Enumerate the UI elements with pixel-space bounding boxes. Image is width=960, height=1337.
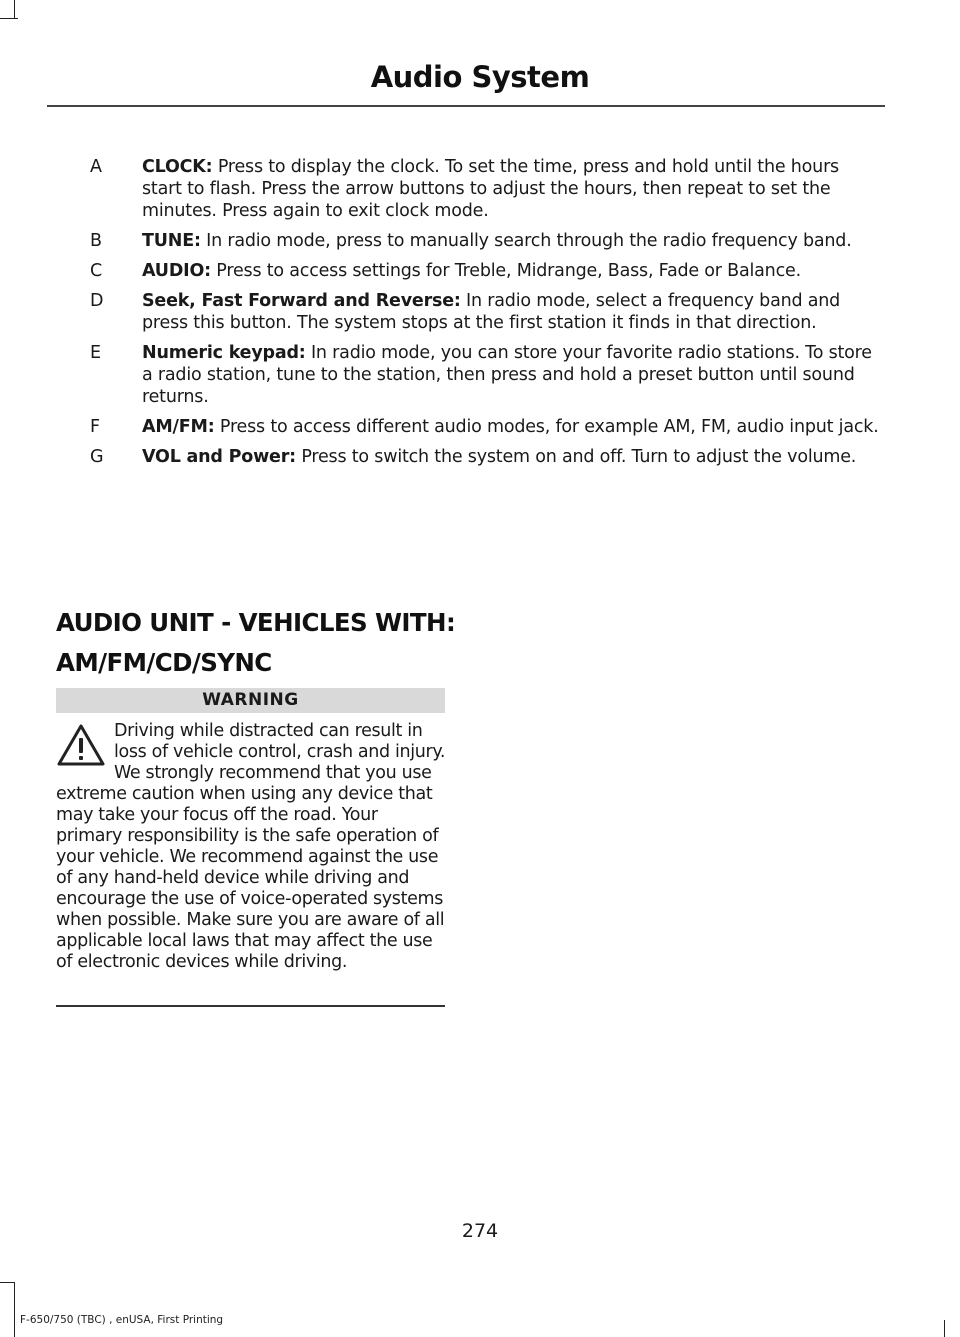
definition-text bbox=[142, 416, 884, 438]
definition-term: Numeric keypad: bbox=[142, 343, 306, 363]
crop-mark-top-left bbox=[14, 0, 15, 18]
definition-item bbox=[84, 446, 884, 468]
definition-key: E bbox=[90, 343, 102, 363]
definition-key: G bbox=[90, 447, 104, 467]
warning-triangle-icon bbox=[56, 723, 106, 767]
definition-key: C bbox=[90, 261, 103, 281]
definition-description: Press to access settings for Treble, Midrange, Bass, Fade or Balance. bbox=[210, 261, 801, 281]
crop-mark-top-left bbox=[0, 18, 18, 19]
page-header-title: Audio System bbox=[370, 60, 590, 94]
definition-text bbox=[142, 290, 884, 334]
definition-text bbox=[142, 230, 884, 252]
warning-text-block bbox=[56, 721, 448, 973]
crop-mark-bottom-right bbox=[944, 1320, 945, 1337]
definition-description: In radio mode, press to manually search through the radio frequency band. bbox=[200, 231, 852, 251]
definition-description: Press to display the clock. To set the time, press and hold until the hours start to flash. Press the arrow buttons to adjust the hours, then repeat to set the minutes. Press again to exit clock mode. bbox=[142, 157, 839, 221]
section-heading-line-2: AM/FM/CD/SYNC bbox=[56, 648, 272, 677]
definition-term: VOL and Power: bbox=[142, 447, 296, 467]
definition-key: D bbox=[90, 291, 104, 311]
crop-mark-bottom-left bbox=[14, 1282, 15, 1337]
warning-text: Driving while distracted can result in loss of vehicle control, crash and injury. We strongly recommend that you use extreme caution when using any device that may take your focus off the road. Your primary responsibility is the safe operation of your vehicle. We recommend against the use of any hand-held device while driving and encourage the use of voice-operated systems when possible. Make sure you are aware of all applicable local laws that may affect the use of electronic devices while driving. bbox=[56, 721, 446, 972]
warning-bottom-rule bbox=[56, 1005, 445, 1007]
definition-item bbox=[84, 260, 884, 282]
definition-item bbox=[84, 230, 884, 252]
definition-item bbox=[84, 156, 884, 222]
footer-edition: F-650/750 (TBC) , enUSA, First Printing bbox=[20, 1314, 224, 1326]
header-divider bbox=[47, 105, 885, 107]
section-heading-line-1: AUDIO UNIT - VEHICLES WITH: bbox=[56, 608, 456, 637]
definition-term: Seek, Fast Forward and Reverse: bbox=[142, 291, 461, 311]
definition-term: AUDIO: bbox=[142, 261, 211, 281]
definition-list bbox=[84, 156, 884, 476]
definition-key: F bbox=[90, 417, 101, 437]
section-heading bbox=[56, 606, 456, 680]
definition-text bbox=[142, 342, 884, 408]
definition-term: CLOCK: bbox=[142, 157, 213, 177]
definition-text bbox=[142, 446, 884, 468]
definition-item bbox=[84, 342, 884, 408]
page-number: 274 bbox=[461, 1220, 499, 1242]
warning-label-bar: WARNING bbox=[56, 688, 445, 713]
definition-key: A bbox=[90, 157, 102, 177]
definition-item bbox=[84, 290, 884, 334]
definition-term: AM/FM: bbox=[142, 417, 215, 437]
definition-description: Press to switch the system on and off. Turn to adjust the volume. bbox=[295, 447, 857, 467]
definition-text bbox=[142, 156, 884, 222]
definition-term: TUNE: bbox=[142, 231, 201, 251]
definition-text bbox=[142, 260, 884, 282]
definition-key: B bbox=[90, 231, 103, 251]
crop-mark-bottom-left bbox=[0, 1282, 14, 1283]
definition-item bbox=[84, 416, 884, 438]
definition-description: Press to access different audio modes, for example AM, FM, audio input jack. bbox=[214, 417, 879, 437]
definition-description: In radio mode, select a frequency band and press this button. The system stops at the first station it finds in that direction. bbox=[142, 291, 841, 333]
definition-description: In radio mode, you can store your favorite radio stations. To store a radio station, tune to the station, then press and hold a preset button until sound returns. bbox=[142, 343, 872, 407]
